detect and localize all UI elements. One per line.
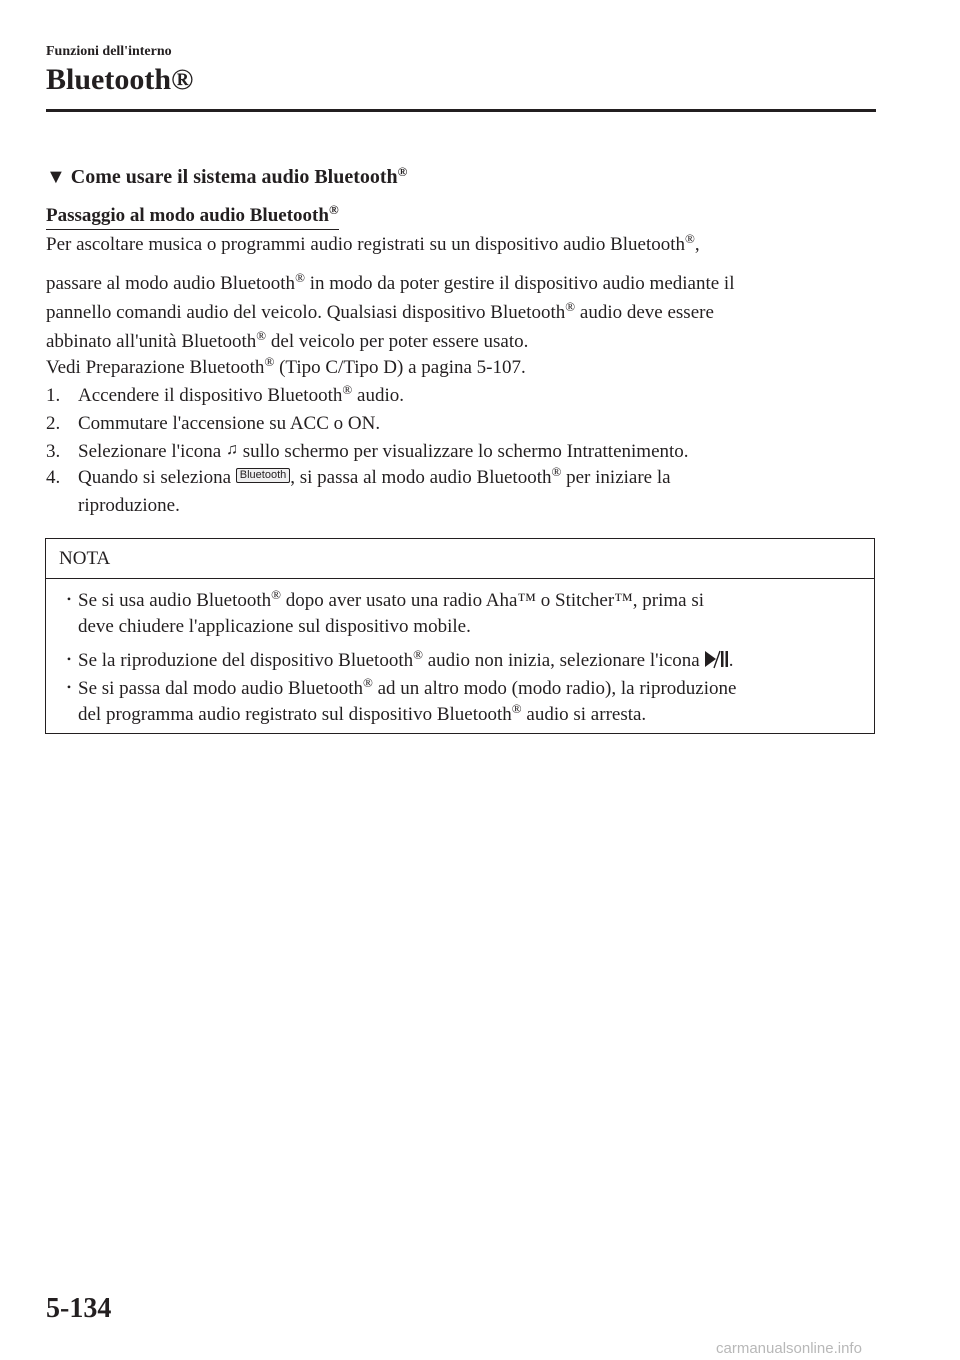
note-bullet-continuation: deve chiudere l'applicazione sul dispositivo mobile. [78, 616, 471, 637]
note-bullet: • Se si usa audio Bluetooth® dopo aver usato una radio Aha™ o Stitcher™, prima si [66, 587, 705, 611]
note-box [45, 538, 875, 734]
music-note-icon: ♫ [225, 441, 238, 458]
watermark: carmanualsonline.info [716, 1340, 862, 1357]
subheading-text: Passaggio al modo audio Bluetooth [46, 205, 329, 226]
intro-line-5: Vedi Preparazione Bluetooth® (Tipo C/Tipo D) a pagina 5-107. [46, 354, 526, 378]
registered-mark: ® [328, 202, 339, 217]
list-item: 3. Selezionare l'icona ♫ sullo schermo per visualizzare lo schermo Intrattenimento. [46, 436, 689, 466]
bluetooth-button-image: Bluetooth [236, 468, 290, 483]
play-pause-icon [703, 649, 729, 669]
registered-mark: ® [397, 164, 408, 179]
title-divider [46, 109, 876, 112]
intro-line-1: Per ascoltare musica o programmi audio registrati su un dispositivo audio Bluetooth®, [46, 231, 700, 255]
note-title: NOTA [59, 548, 111, 569]
triangle-down-icon: ▼ [46, 166, 66, 188]
page-number: 5-134 [46, 1293, 112, 1324]
intro-line-3: pannello comandi audio del veicolo. Qualsiasi dispositivo Bluetooth® audio deve essere [46, 299, 714, 323]
note-bullet: • Se la riproduzione del dispositivo Bluetooth® audio non inizia, selezionare l'icona . [66, 647, 734, 671]
list-item: 2. Commutare l'accensione su ACC o ON. [46, 413, 381, 434]
list-item: 1. Accendere il dispositivo Bluetooth® audio. [46, 382, 404, 406]
intro-line-4: abbinato all'unità Bluetooth® del veicolo per poter essere usato. [46, 328, 529, 352]
subheading [46, 204, 339, 230]
page-title: Bluetooth® [46, 63, 194, 96]
section-heading-text: Come usare il sistema audio Bluetooth [70, 166, 398, 188]
section-heading [46, 164, 407, 190]
list-item: 4. Quando si seleziona Bluetooth , si passa al modo audio Bluetooth® per iniziare la [46, 464, 671, 488]
note-header [46, 539, 874, 579]
note-bullet-continuation: del programma audio registrato sul dispositivo Bluetooth® audio si arresta. [78, 701, 647, 725]
intro-line-2: passare al modo audio Bluetooth® in modo da poter gestire il dispositivo audio mediante il [46, 270, 735, 294]
list-item-continuation: riproduzione. [78, 495, 180, 516]
note-bullet: • Se si passa dal modo audio Bluetooth® ad un altro modo (modo radio), la riproduzione [66, 675, 737, 699]
section-label: Funzioni dell'interno [46, 44, 172, 59]
